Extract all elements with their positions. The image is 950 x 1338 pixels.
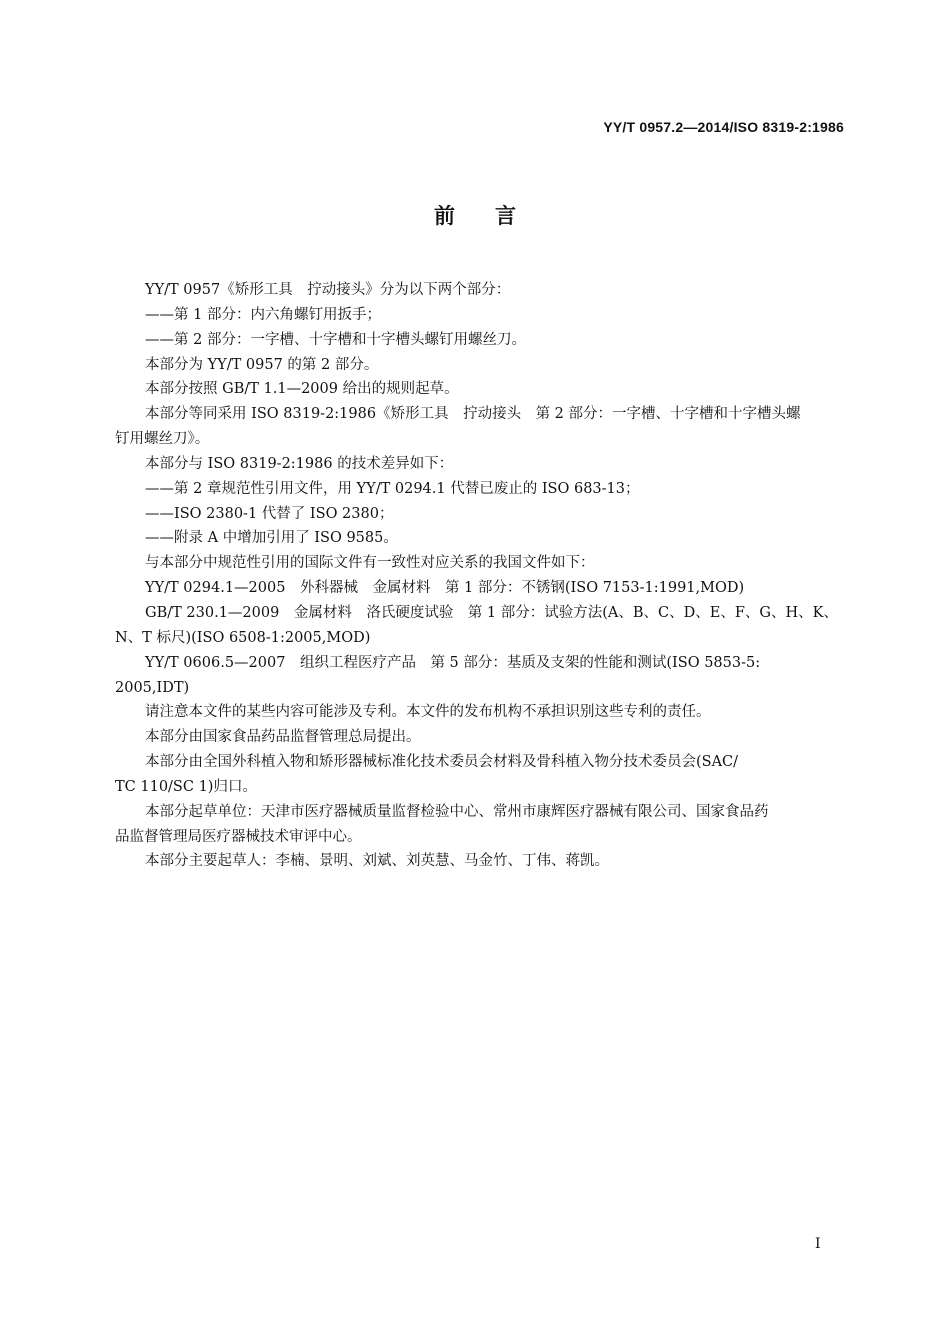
document-body	[115, 278, 845, 874]
paragraph	[115, 700, 845, 725]
paragraph	[115, 725, 845, 750]
paragraph-line: ——第 2 部分：一字槽、十字槽和十字槽头螺钉用螺丝刀。	[145, 331, 526, 348]
paragraph-line: 本部分主要起草人：李楠、景明、刘斌、刘英慧、马金竹、丁伟、蒋凯。	[145, 853, 609, 870]
paragraph-line: YY/T 0606.5—2007 组织工程医疗产品 第 5 部分：基质及支架的性能和测试(ISO 5853-5:	[145, 654, 761, 671]
paragraph	[115, 278, 845, 303]
paragraph	[115, 377, 845, 402]
paragraph-line: 本部分按照 GB/T 1.1—2009 给出的规则起草。	[145, 381, 459, 398]
paragraph-line: 2005,IDT)	[115, 679, 190, 696]
paragraph-line: TC 110/SC 1)归口。	[115, 778, 257, 795]
paragraph-line: 本部分与 ISO 8319-2:1986 的技术差异如下：	[145, 455, 454, 472]
paragraph	[115, 477, 845, 502]
paragraph-line: ——第 1 部分：内六角螺钉用扳手；	[145, 306, 381, 323]
paragraph	[115, 576, 845, 601]
paragraph	[115, 303, 845, 328]
paragraph	[115, 328, 845, 353]
paragraph	[115, 849, 845, 874]
standard-number: YY/T 0957.2—2014/ISO 8319-2:1986	[603, 119, 844, 135]
paragraph-line: 钉用螺丝刀》。	[115, 431, 210, 448]
paragraph	[115, 402, 845, 452]
paragraph	[115, 800, 845, 850]
paragraph-line: 品监督管理局医疗器械技术审评中心。	[115, 828, 362, 845]
paragraph-line: GB/T 230.1—2009 金属材料 洛氏硬度试验 第 1 部分：试验方法(A、B、C、D、E、F、G、H、K、	[145, 604, 838, 621]
paragraph	[115, 452, 845, 477]
paragraph-line: 本部分为 YY/T 0957 的第 2 部分。	[145, 356, 379, 373]
paragraph-line: YY/T 0957《矫形工具 拧动接头》分为以下两个部分：	[145, 282, 511, 298]
paragraph	[115, 551, 845, 576]
paragraph-line: 本部分等同采用 ISO 8319-2:1986《矫形工具 拧动接头 第 2 部分：一字槽、十字槽和十字槽头螺	[145, 406, 801, 423]
paragraph-line: YY/T 0294.1—2005 外科器械 金属材料 第 1 部分：不锈钢(ISO 7153-1:1991,MOD)	[145, 580, 745, 597]
paragraph-line: 与本部分中规范性引用的国际文件有一致性对应关系的我国文件如下：	[145, 555, 595, 572]
paragraph-line: ——第 2 章规范性引用文件，用 YY/T 0294.1 代替已废止的 ISO 683-13；	[145, 480, 640, 497]
paragraph	[115, 651, 845, 701]
page-title: 前言	[434, 203, 556, 228]
paragraph	[115, 502, 845, 527]
paragraph	[115, 353, 845, 378]
paragraph-line: ——ISO 2380-1 代替了 ISO 2380；	[145, 505, 394, 522]
page-number: I	[815, 1236, 821, 1252]
paragraph	[115, 750, 845, 800]
paragraph	[115, 601, 845, 651]
paragraph-line: 本部分由全国外科植入物和矫形器械标准化技术委员会材料及骨科植入物分技术委员会(SAC/	[145, 754, 739, 771]
paragraph-line: 本部分由国家食品药品监督管理总局提出。	[145, 729, 421, 746]
paragraph-line: 本部分起草单位：天津市医疗器械质量监督检验中心、常州市康辉医疗器械有限公司、国家食品药	[145, 803, 769, 820]
paragraph-line: N、T 标尺)(ISO 6508-1:2005,MOD)	[115, 629, 371, 646]
paragraph	[115, 526, 845, 551]
paragraph-line: ——附录 A 中增加引用了 ISO 9585。	[145, 530, 398, 547]
paragraph-line: 请注意本文件的某些内容可能涉及专利。本文件的发布机构不承担识别这些专利的责任。	[145, 704, 711, 721]
